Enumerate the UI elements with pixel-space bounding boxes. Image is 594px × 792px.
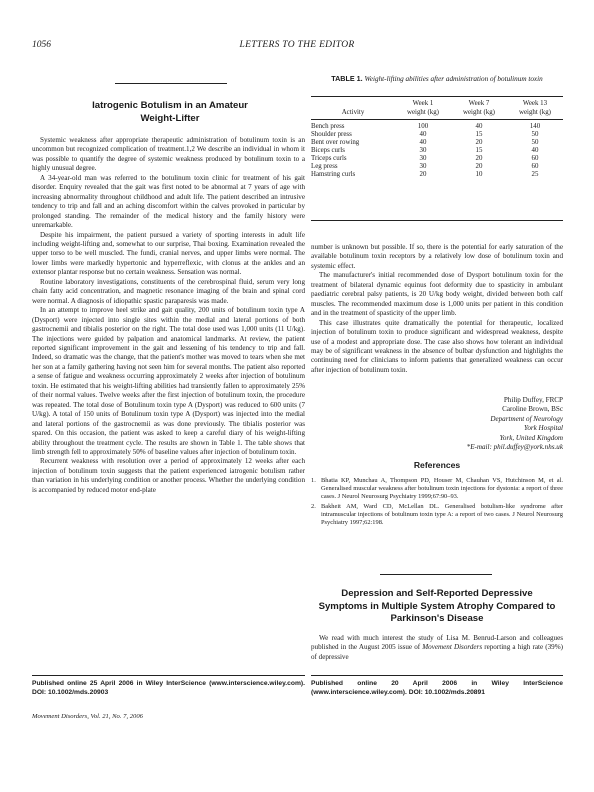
value-cell: 10 (475, 170, 483, 178)
footnote-rule (311, 675, 563, 676)
journal-name: Movement Disorders (422, 643, 483, 652)
footnote-rule (32, 675, 305, 676)
page-number: 1056 (32, 40, 51, 50)
activity-cell: Leg press (311, 162, 338, 170)
body-paragraph: This case illustrates quite dramatically the potential for therapeutic, localized injection of botulinum toxin to produce significant and widespread weakness, despite use of a modest and appropriate dose. The case also shows how tolerant an individual may be of significant weakness in the absence of bulbar dysfunction and highlights the continuing need for clinicians to inform patients that generalized weakness can occur after injection of botulinum toxin. (311, 318, 563, 374)
col-header: Activity (341, 109, 365, 117)
published-note: Published online 25 April 2006 in Wiley InterScience (www.interscience.wiley.com). DOI: 10.1002/mds.20903 (32, 680, 305, 696)
reference-number: 1. (311, 477, 316, 484)
body-paragraph: The manufacturer's initial recommended dose of Dysport botulinum toxin for the treatment of bilateral dynamic equinus foot deformity due to spasticity in ambulant paediatric cerebral palsy patients, is 20 U/kg body weight, divided between both calf muscles. The recommended maximum dose is 1,000 units per patient in this condition and in the treatment of spasticity of the upper limb. (311, 271, 563, 318)
value-cell: 40 (475, 122, 483, 130)
published-note: Published online 20 April 2006 in Wiley InterScience (www.interscience.wiley.com). DOI: 10.1002/mds.20891 (311, 680, 563, 696)
author-name: Caroline Brown, BSc (502, 405, 563, 414)
body-paragraph: Recurrent weakness with resolution over a period of approximately 12 weeks after each injection of botulinum toxin suggests that the patient experienced iatrogenic botulism rather than variation in his underlying condition or another process. Whether the underlying condition is accompanied by reduced motor end-plate (32, 457, 305, 494)
col-header: Week 7 (468, 100, 490, 107)
value-cell: 15 (475, 146, 483, 154)
value-cell: 40 (531, 146, 539, 154)
body-paragraph: number is unknown but possible. If so, there is the potential for early saturation of the available botulinum toxin receptors by a relatively low dose of botulinum toxin and systemic effect. (311, 243, 563, 270)
table-row (311, 131, 563, 139)
value-cell: 30 (419, 162, 427, 170)
col-header: weight (kg) (407, 109, 439, 117)
reference-text: Bakheit AM, Ward CD, McLellan DL. Generalised botulism-like syndrome after intramuscular injections of botulinum toxin type A: a report of two cases. J Neurol Neurosurg Psychiatry 1997;62:198. (321, 502, 563, 527)
value-cell: 20 (475, 162, 483, 170)
table-row (311, 147, 563, 155)
reference-item (311, 477, 563, 502)
value-cell: 25 (531, 170, 539, 178)
activity-cell: Triceps curls (311, 154, 347, 162)
table-row (311, 123, 563, 131)
activity-cell: Hamstring curls (311, 170, 356, 178)
value-cell: 40 (419, 138, 427, 146)
second-letter-body (311, 634, 563, 662)
table-1 (311, 100, 563, 179)
value-cell: 140 (529, 122, 541, 130)
col-header (311, 100, 395, 108)
value-cell: 30 (419, 154, 427, 162)
body-paragraph: Routine laboratory investigations, constituents of the cerebrospinal fluid, serum very long chain fatty acid concentration, and magnetic resonance imaging of the brain and spinal cord were normal. A diagnosis of idiopathic spastic paraparesis was made. (32, 277, 305, 305)
value-cell: 15 (475, 130, 483, 138)
paragraph-text: We read with much interest the study of Lisa M. Benrud-Larson and colleagues published in the August 2005 issue of (311, 634, 563, 652)
journal-footer: Movement Disorders, Vol. 21, No. 7, 2006 (32, 713, 143, 720)
table-caption (311, 74, 563, 84)
col-header: weight (kg) (463, 109, 495, 117)
title-rule (115, 83, 227, 84)
value-cell: 20 (475, 138, 483, 146)
activity-cell: Bench press (311, 122, 345, 130)
value-cell: 60 (531, 162, 539, 170)
title-rule (380, 574, 492, 575)
table-row (311, 155, 563, 163)
letter-body-continued (311, 243, 563, 375)
second-letter-title: Depression and Self-Reported Depressive Symptoms in Multiple System Atrophy Compared to Parkinson's Disease (318, 588, 556, 624)
body-paragraph: In an attempt to improve heel strike and gait quality, 200 units of botulinum toxin type A (Dysport) were injected into single sites within the medial and lateral portions of both gastrocnemii and tibialis posterior on the right. The total dose used was 1,000 units (11 U/kg). The injections were guided by palpation and anatomical landmarks. At review, the patient reported significant improvement in the gait and lessening of his tendency to trip and fall. Indeed, so dramatic was the change, that the patient's mother was moved to tears when she met her son at a family gathering having not seen him for several months. The patient also reported a sense of fatigue and weakness occurring approximately 2 weeks after injection of botulinum toxin. He estimated that his weight-lifting abilities had transiently fallen to approximately 25% of their normal values. Twelve weeks after the first injection of botulinum toxin, the procedure was repeated. The total dose of Botulinum toxin type A (Dysport) was reduced to 600 units (7 U/kg). A total of 150 units of Botulinum toxin type A (Dysport) was injected into the medial and lateral portions of the gastrocnemii as was done previously. The tibialis posterior was spared. On this occasion, the patient was asked to keep a careful diary of his weight-lifting ability throughout the treatment cycle. The results are shown in Table 1. The table shows that limb strength fell to approximately 50% of baseline values after injection of botulinum toxin. (32, 306, 305, 456)
body-paragraph (311, 634, 563, 662)
value-cell: 100 (417, 122, 429, 130)
activity-cell: Shoulder press (311, 130, 352, 138)
col-header: weight (kg) (519, 109, 551, 117)
table-caption-text: Weight-lifting abilities after administration of botulinum toxin (364, 75, 543, 83)
references-list (311, 477, 563, 527)
body-paragraph: Despite his impairment, the patient pursued a variety of sporting interests in adult life including weight-lifting and, somewhat to our surprise, Thai boxing. Examination revealed the upper torso to be well muscled. The fundi, cranial nerves, and upper limbs were normal. The lower limbs were markedly hypertonic and hyperreflexic, with clonus at the ankles and an extensor plantar response but no certain weakness. Sensation was normal. (32, 230, 305, 277)
body-paragraph: A 34-year-old man was referred to the botulinum toxin clinic for treatment of his gait disorder. Enquiry revealed that the gait was first noted to be abnormal at 7 years of age with increasing abnormality throughout childhood and adult life. The patient described an intrusive tendency to trip and fall and an aching discomfort within the calves provoked in particular by prolonged standing. The remainder of the medical history and the family history were unremarkable. (32, 173, 305, 230)
paragraph-text: reporting a high rate (39%) of depressive (311, 643, 563, 661)
col-header: Week 13 (522, 100, 548, 107)
affiliation: York, United Kingdom (499, 433, 563, 442)
author-name: Philip Duffey, FRCP (503, 396, 563, 404)
activity-cell: Bent over rowing (311, 138, 360, 146)
activity-cell: Biceps curls (311, 146, 345, 154)
table-label: TABLE 1. (331, 74, 363, 83)
value-cell: 60 (531, 154, 539, 162)
value-cell: 40 (419, 130, 427, 138)
affiliation: York Hospital (524, 424, 563, 433)
table-row (311, 139, 563, 147)
reference-item (311, 503, 563, 528)
reference-text: Bhatia KP, Munchau A, Thompson PD, Houser M, Chauhan VS, Hutchinson M, et al. Generalised muscular weakness after botulinum toxin injections for dystonia: a report of three cases. J Neurol Neurosurg Psychiatry 1999;67:90–93. (321, 477, 563, 501)
value-cell: 20 (475, 154, 483, 162)
value-cell: 20 (419, 170, 427, 178)
table-bottom-rule (311, 220, 563, 221)
table-row (311, 163, 563, 171)
running-title: LETTERS TO THE EDITOR (239, 40, 355, 50)
col-header: Week 1 (412, 100, 434, 107)
value-cell: 50 (531, 138, 539, 146)
signature-block (311, 396, 563, 452)
table-row (311, 171, 563, 179)
reference-number: 2. (311, 502, 316, 510)
affiliation: Department of Neurology (490, 414, 563, 423)
table-top-rule (311, 96, 563, 97)
letter-body (32, 136, 305, 495)
email: *E-mail: phil.duffey@york.nhs.uk (466, 443, 563, 452)
references-heading: References (413, 460, 461, 470)
value-cell: 30 (419, 146, 427, 154)
letter-title: Iatrogenic Botulism in an Amateur Weight-Lifter (92, 100, 248, 124)
body-paragraph: Systemic weakness after appropriate therapeutic administration of botulinum toxin is an uncommon but recognized complication of treatment.1,2 We describe an individual in whom it was possible to quantify the degree of systemic weakness produced by botulinum toxin to a highly unusual degree. (32, 136, 305, 173)
value-cell: 50 (531, 130, 539, 138)
